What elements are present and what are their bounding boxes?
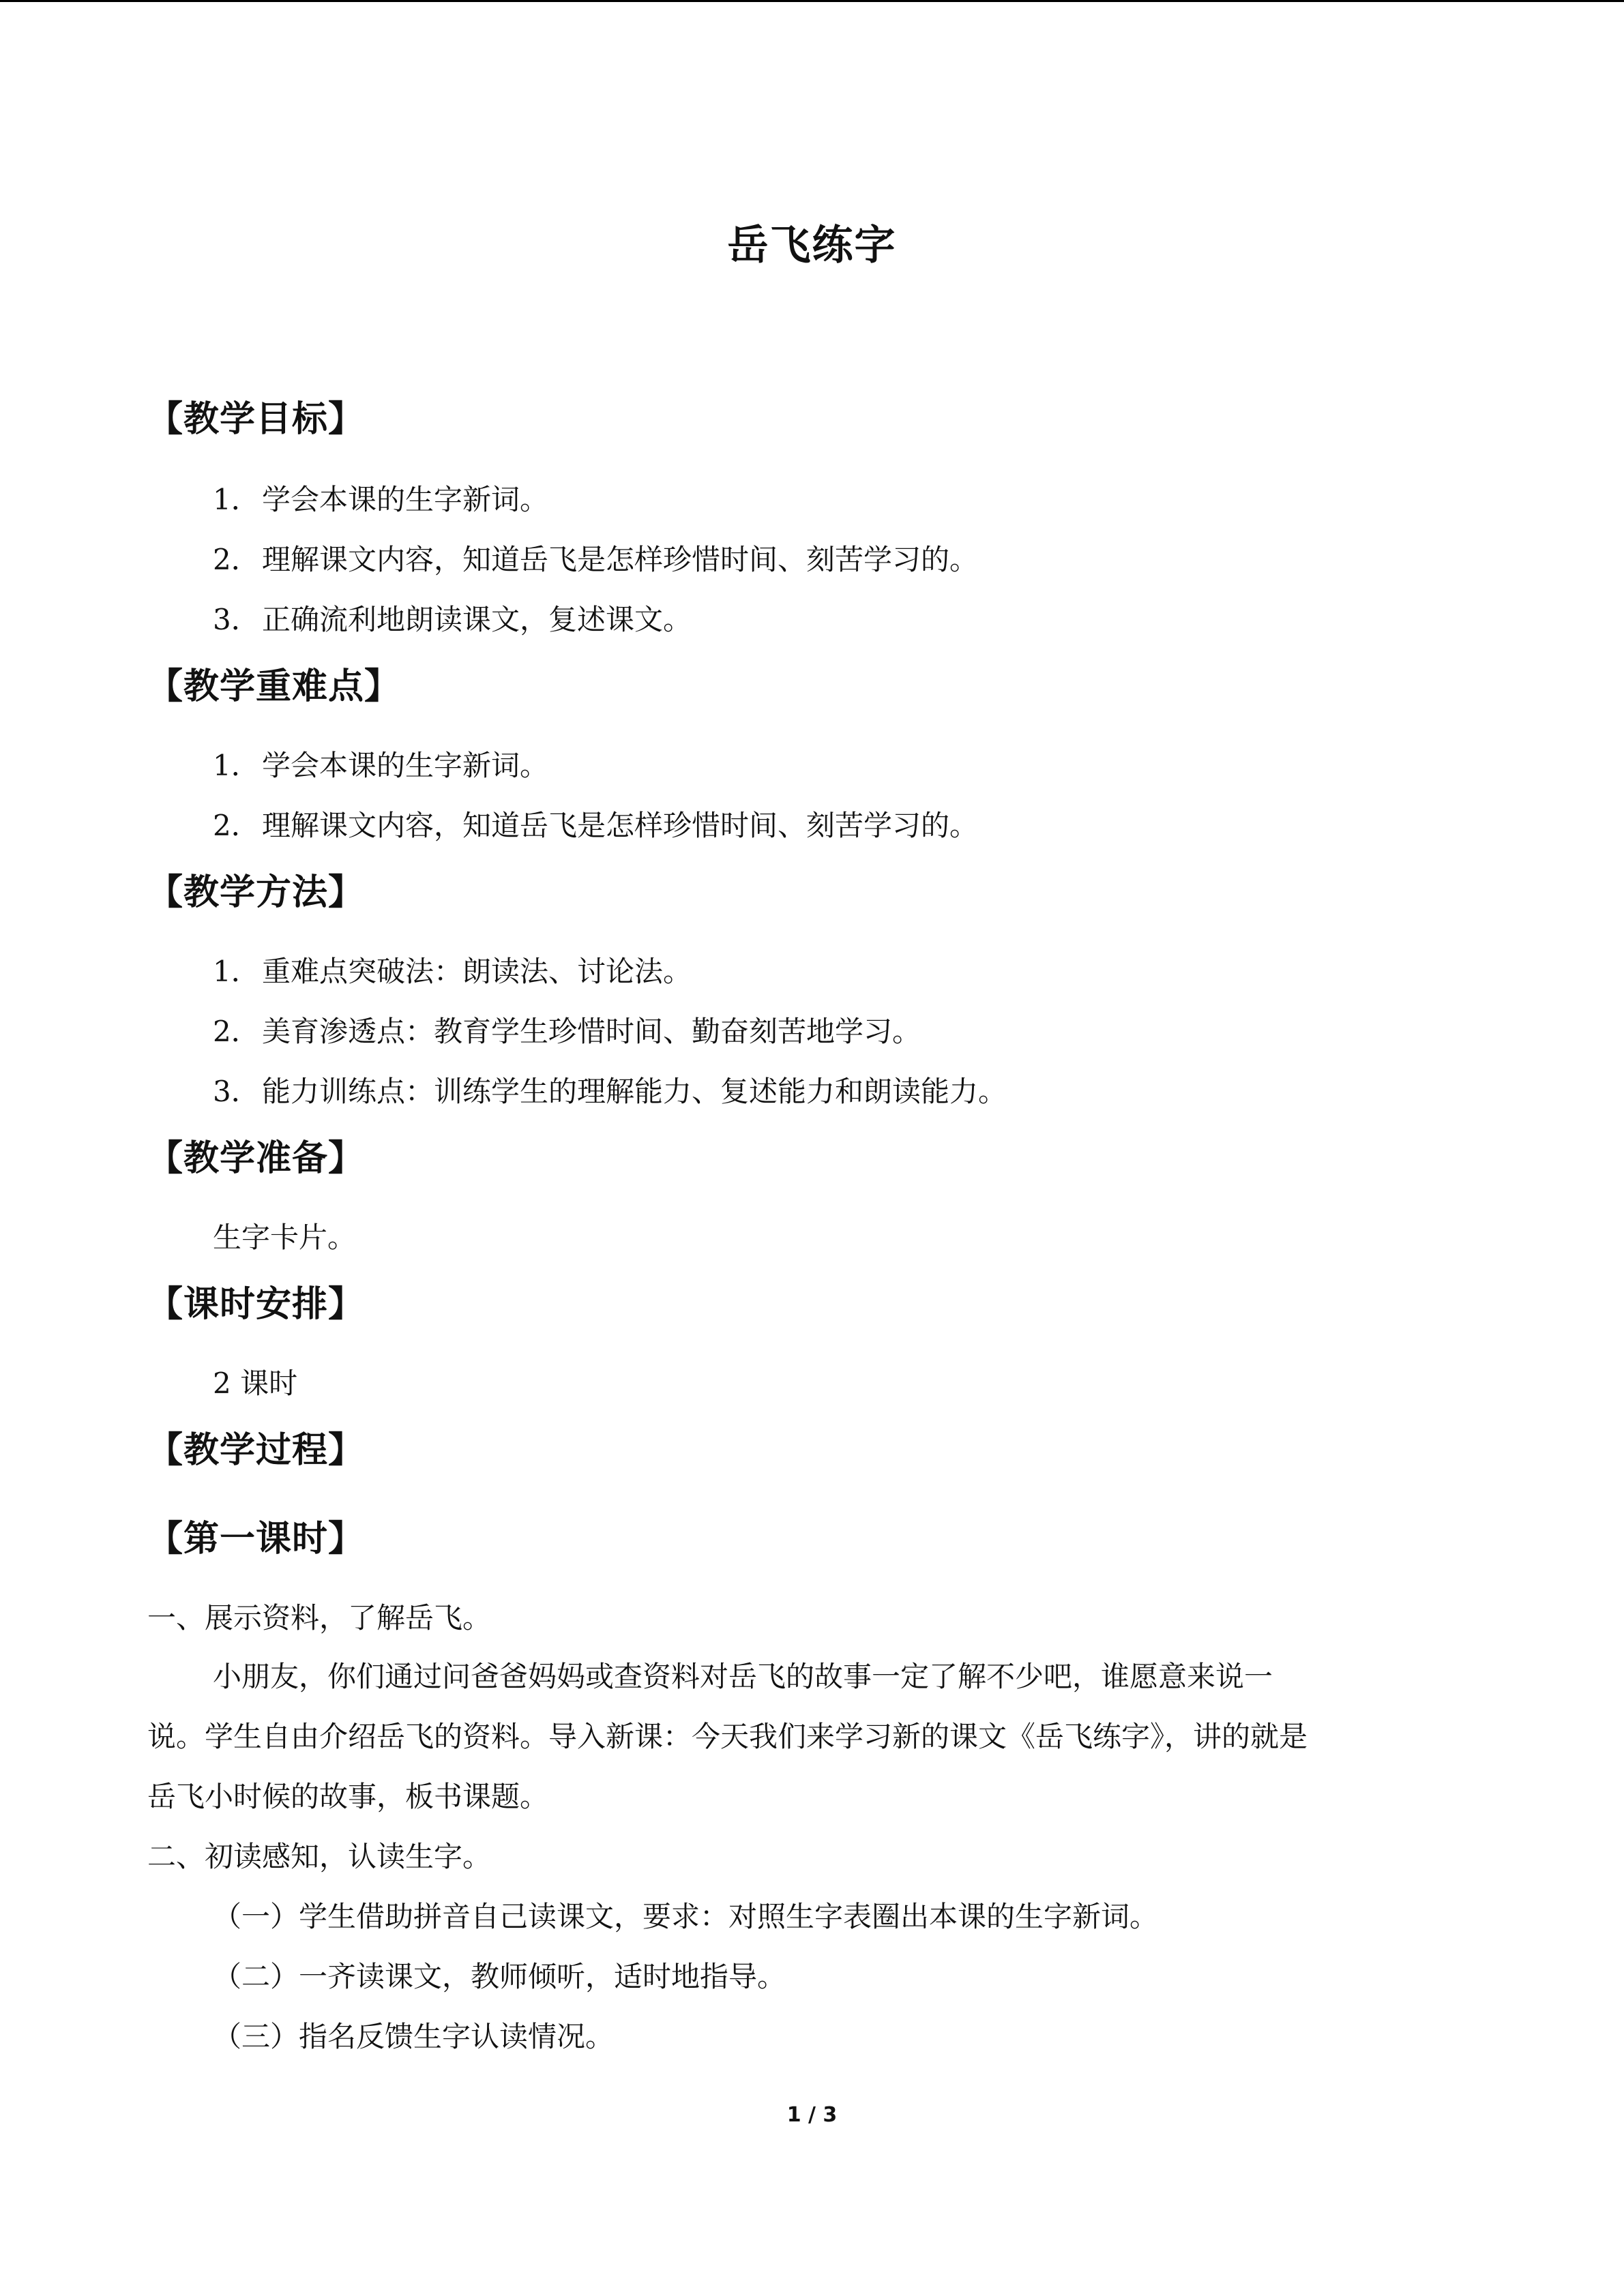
method-number: 1． bbox=[213, 955, 260, 988]
preparation-text: 生字卡片。 bbox=[213, 1221, 357, 1254]
method-item-1 bbox=[213, 949, 692, 990]
key-point-text: 理解课文内容，知道岳飞是怎样珍惜时间、刻苦学习的。 bbox=[262, 809, 979, 842]
step2-item-3: （三）指名反馈生字认读情况。 bbox=[213, 2020, 615, 2053]
heading-objectives: 【教学目标】 bbox=[147, 399, 365, 440]
step1-paragraph-line-1: 小朋友，你们通过问爸爸妈妈或查资料对岳飞的故事一定了解不少吧，谁愿意来说一 bbox=[213, 1660, 1273, 1693]
step1-title: 一、展示资料，了解岳飞。 bbox=[147, 1601, 492, 1635]
method-text: 能力训练点：训练学生的理解能力、复述能力和朗读能力。 bbox=[262, 1075, 1007, 1108]
objective-text: 正确流利地朗读课文，复述课文。 bbox=[262, 603, 692, 636]
method-number: 2． bbox=[213, 1015, 260, 1048]
method-item-2 bbox=[213, 1009, 921, 1050]
objective-text: 学会本课的生字新词。 bbox=[262, 483, 549, 516]
heading-process: 【教学过程】 bbox=[147, 1430, 365, 1471]
document-title: 岳飞练字 bbox=[727, 222, 897, 269]
heading-key-points: 【教学重难点】 bbox=[147, 666, 401, 707]
heading-preparation: 【教学准备】 bbox=[147, 1138, 365, 1179]
objective-item-3 bbox=[213, 597, 692, 638]
method-text: 美育渗透点：教育学生珍惜时间、勤奋刻苦地学习。 bbox=[262, 1015, 921, 1048]
step2-title: 二、初读感知，认读生字。 bbox=[147, 1840, 492, 1873]
key-point-text: 学会本课的生字新词。 bbox=[262, 749, 549, 782]
key-point-number: 1． bbox=[213, 749, 260, 782]
objective-number: 1． bbox=[213, 483, 260, 516]
step2-item-2: （二）一齐读课文，教师倾听，适时地指导。 bbox=[213, 1960, 786, 1993]
objective-item-1 bbox=[213, 477, 548, 518]
objective-text: 理解课文内容，知道岳飞是怎样珍惜时间、刻苦学习的。 bbox=[262, 543, 979, 576]
step1-paragraph-line-2: 说。学生自由介绍岳飞的资料。导入新课：今天我们来学习新的课文《岳飞练字》，讲的就是 bbox=[147, 1720, 1308, 1753]
heading-methods: 【教学方法】 bbox=[147, 872, 365, 913]
heading-first-lesson: 【第一课时】 bbox=[147, 1519, 365, 1560]
step1-paragraph-line-3: 岳飞小时候的故事，板书课题。 bbox=[147, 1780, 549, 1813]
objective-item-2 bbox=[213, 537, 978, 578]
method-item-3 bbox=[213, 1069, 1007, 1110]
objective-number: 2． bbox=[213, 543, 260, 576]
method-number: 3． bbox=[213, 1075, 260, 1108]
method-text: 重难点突破法：朗读法、讨论法。 bbox=[262, 955, 692, 988]
key-point-item-1 bbox=[213, 743, 548, 784]
schedule-text: 2 课时 bbox=[213, 1367, 298, 1400]
heading-schedule: 【课时安排】 bbox=[147, 1284, 365, 1325]
step2-item-1: （一）学生借助拼音自己读课文，要求：对照生字表圈出本课的生字新词。 bbox=[213, 1900, 1159, 1933]
key-point-number: 2． bbox=[213, 809, 260, 842]
page-number: 1 / 3 bbox=[786, 2103, 838, 2127]
key-point-item-2 bbox=[213, 803, 978, 844]
objective-number: 3． bbox=[213, 603, 260, 636]
